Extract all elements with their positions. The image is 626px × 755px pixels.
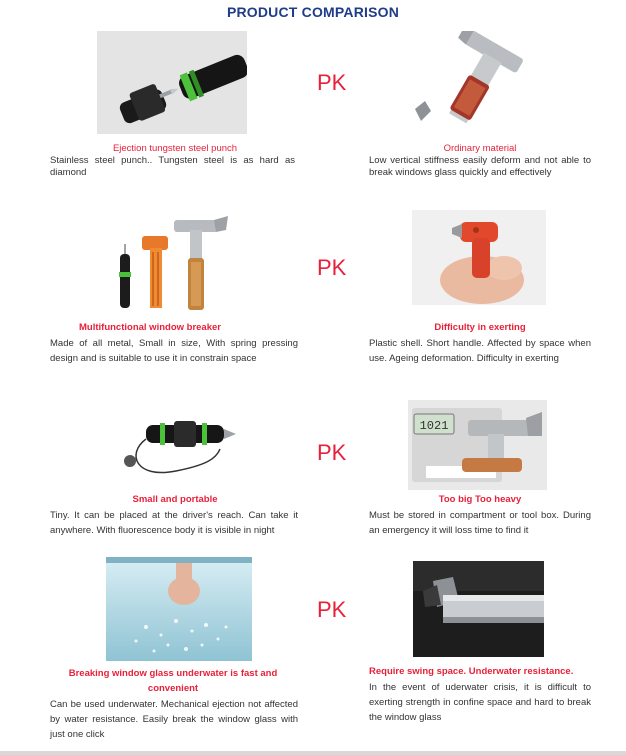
right-caption-3: Too big Too heavy <box>438 494 522 505</box>
multifunction-breaker-photo <box>104 214 246 314</box>
right-description-2: Plastic shell. Short handle. Affected by space when use. Ageing deformation. Difficulty in exerting <box>369 338 591 364</box>
pk-versus-label: PK <box>317 597 347 622</box>
right-caption-1: Ordinary material <box>443 143 517 154</box>
ordinary-hammer-photo <box>407 31 547 134</box>
left-caption-2: Multifunctional window breaker <box>79 322 221 333</box>
left-description-4: Can be used underwater. Mechanical ejection not affected by water resistance. Easily break the window glass with just one click <box>50 699 298 740</box>
right-caption-2: Difficulty in exerting <box>434 322 526 333</box>
left-description-3: Tiny. It can be placed at the driver's reach. Can take it anywhere. With fluorescence body it is visible in night <box>50 510 298 536</box>
bottom-divider <box>0 751 626 755</box>
left-caption-3: Small and portable <box>132 494 218 505</box>
page-title: PRODUCT COMPARISON <box>226 4 400 20</box>
punch-tool-photo <box>97 31 247 134</box>
small-portable-tool-photo <box>116 399 244 489</box>
right-description-1: Low vertical stiffness easily deform and not able to break windows glass quickly and effectively <box>369 155 591 178</box>
swing-hammer-photo <box>413 561 544 657</box>
heavy-hammer-scale-photo <box>408 400 547 490</box>
left-caption-1: Ejection tungsten steel punch <box>112 143 238 154</box>
left-description-2: Made of all metal, Small in size, With spring pressing design and is suitable to use it in constrain space <box>50 338 298 364</box>
right-description-3: Must be stored in compartment or tool box. During an emergency it will loss time to find it <box>369 510 591 536</box>
plastic-breaker-photo <box>412 210 546 305</box>
scale-display-readout: 1021 <box>419 419 449 433</box>
underwater-glass-break-photo <box>106 557 252 661</box>
pk-versus-label: PK <box>317 255 347 280</box>
right-caption-4: Require swing space. Underwater resistance. <box>369 666 574 677</box>
pk-versus-label: PK <box>317 70 347 95</box>
left-description-1: Stainless steel punch.. Tungsten steel is as hard as diamond <box>50 155 295 178</box>
pk-versus-label: PK <box>317 440 347 465</box>
left-caption-4: Breaking window glass underwater is fast and convenient <box>68 668 278 694</box>
right-description-4: In the event of uderwater crisis, it is difficult to exerting strength in confine space and hard to break the window glass <box>369 682 591 723</box>
